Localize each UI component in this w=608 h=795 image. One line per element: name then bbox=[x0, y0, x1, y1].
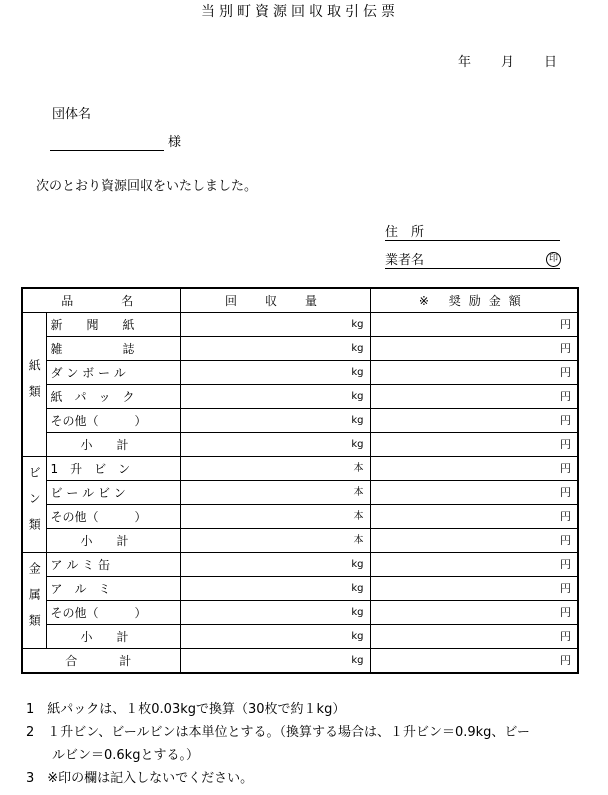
table-row bbox=[22, 337, 578, 361]
amount-cell[interactable]: 本 bbox=[180, 457, 370, 481]
reward-cell[interactable]: 円 bbox=[370, 409, 578, 433]
item-name: 小 計 bbox=[46, 529, 180, 553]
table-row bbox=[22, 481, 578, 505]
org-name-field[interactable] bbox=[50, 150, 164, 151]
table-row bbox=[22, 625, 578, 649]
reward-cell[interactable]: 円 bbox=[370, 481, 578, 505]
vendor-field[interactable] bbox=[385, 268, 560, 269]
item-name: 紙 パ ッ ク bbox=[46, 385, 180, 409]
total-amount-cell[interactable]: kg bbox=[180, 649, 370, 674]
total-row bbox=[22, 649, 578, 674]
address-field[interactable] bbox=[385, 240, 560, 241]
reward-cell[interactable]: 円 bbox=[370, 625, 578, 649]
item-name: 小 計 bbox=[46, 625, 180, 649]
category-label: 紙類 bbox=[22, 313, 46, 457]
amount-cell[interactable]: kg bbox=[180, 313, 370, 337]
table-row bbox=[22, 529, 578, 553]
amount-cell[interactable]: kg bbox=[180, 433, 370, 457]
intro-text: 次のとおり資源回収をいたしました。 bbox=[36, 179, 258, 194]
reward-cell[interactable]: 円 bbox=[370, 601, 578, 625]
notes bbox=[26, 703, 530, 795]
item-name: その他（ ） bbox=[46, 409, 180, 433]
amount-cell[interactable]: kg bbox=[180, 577, 370, 601]
table-row bbox=[22, 505, 578, 529]
reward-cell[interactable]: 円 bbox=[370, 553, 578, 577]
total-label: 合 計 bbox=[22, 649, 180, 674]
item-name: 新 聞 紙 bbox=[46, 313, 180, 337]
note-3: 3 ※印の欄は記入しないでください。 bbox=[26, 771, 254, 786]
honorific: 様 bbox=[168, 135, 182, 150]
table-row bbox=[22, 385, 578, 409]
item-name: ア ル ミ 缶 bbox=[46, 553, 180, 577]
reward-cell[interactable]: 円 bbox=[370, 313, 578, 337]
date-year: 年 bbox=[458, 55, 472, 70]
amount-cell[interactable]: kg bbox=[180, 385, 370, 409]
reward-cell[interactable]: 円 bbox=[370, 361, 578, 385]
item-name: 小 計 bbox=[46, 433, 180, 457]
reward-cell[interactable]: 円 bbox=[370, 505, 578, 529]
note-2: 2 １升ビン、ビールビンは本単位とする。（換算する場合は、１升ビン＝0.9kg、ビー bbox=[26, 725, 530, 740]
reward-cell[interactable]: 円 bbox=[370, 337, 578, 361]
amount-cell[interactable]: 本 bbox=[180, 481, 370, 505]
item-name: 1 升 ビ ン bbox=[46, 457, 180, 481]
table-row bbox=[22, 361, 578, 385]
date-day: 日 bbox=[544, 55, 558, 70]
table-row bbox=[22, 577, 578, 601]
item-name: ビ ー ル ビ ン bbox=[46, 481, 180, 505]
table-row bbox=[22, 433, 578, 457]
date-line bbox=[458, 56, 557, 69]
table-row bbox=[22, 409, 578, 433]
item-name: その他（ ） bbox=[46, 505, 180, 529]
category-label: ビン類 bbox=[22, 457, 46, 553]
amount-cell[interactable]: kg bbox=[180, 553, 370, 577]
reward-cell[interactable]: 円 bbox=[370, 457, 578, 481]
total-reward-cell[interactable]: 円 bbox=[370, 649, 578, 674]
amount-cell[interactable]: kg bbox=[180, 337, 370, 361]
item-name: ダ ン ボ ー ル bbox=[46, 361, 180, 385]
org-label: 団体名 bbox=[52, 107, 92, 122]
amount-cell[interactable]: kg bbox=[180, 625, 370, 649]
vendor-label: 業者名 bbox=[385, 253, 425, 268]
amount-cell[interactable]: kg bbox=[180, 409, 370, 433]
amount-cell[interactable]: kg bbox=[180, 361, 370, 385]
amount-cell[interactable]: 本 bbox=[180, 529, 370, 553]
category-label: 金属類 bbox=[22, 553, 46, 649]
header-amount: 回 収 量 bbox=[180, 288, 370, 313]
item-name: ア ル ミ bbox=[46, 577, 180, 601]
item-name: 雑 誌 bbox=[46, 337, 180, 361]
reward-cell[interactable]: 円 bbox=[370, 385, 578, 409]
note-1: 1 紙パックは、１枚0.03kgで換算（30枚で約１kg） bbox=[26, 702, 346, 717]
reward-cell[interactable]: 円 bbox=[370, 529, 578, 553]
table-header-row bbox=[22, 288, 578, 313]
collection-table bbox=[21, 287, 579, 674]
reward-cell[interactable]: 円 bbox=[370, 433, 578, 457]
header-reward: ※ 奨励金額 bbox=[370, 288, 578, 313]
table-row bbox=[22, 601, 578, 625]
header-item: 品 名 bbox=[22, 288, 180, 313]
note-2-cont: ルビン＝0.6kgとする。） bbox=[52, 748, 199, 763]
page-title: 当別町資源回収取引伝票 bbox=[201, 4, 399, 20]
table-row bbox=[22, 457, 578, 481]
reward-cell[interactable]: 円 bbox=[370, 577, 578, 601]
address-label: 住 所 bbox=[385, 225, 425, 240]
item-name: その他（ ） bbox=[46, 601, 180, 625]
date-month: 月 bbox=[501, 55, 515, 70]
table-row bbox=[22, 313, 578, 337]
seal-mark: 印 bbox=[546, 252, 561, 267]
amount-cell[interactable]: kg bbox=[180, 601, 370, 625]
amount-cell[interactable]: 本 bbox=[180, 505, 370, 529]
table-row bbox=[22, 553, 578, 577]
